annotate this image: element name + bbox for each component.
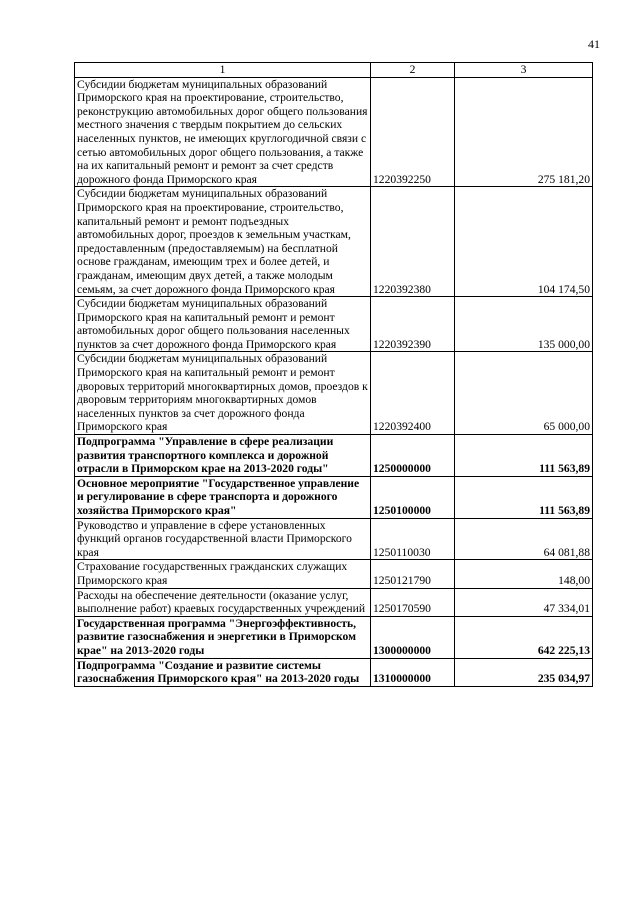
row-name-cell: Подпрограмма "Управление в сфере реализации развития транспортного комплекса и дорожной отрасли в Приморском крае на 2013-2020 годы"	[75, 435, 371, 477]
column-header: 1	[75, 63, 371, 78]
row-amount-cell: 64 081,88	[455, 518, 593, 560]
header-row	[75, 63, 593, 78]
row-amount-cell: 65 000,00	[455, 352, 593, 435]
row-name-cell: Субсидии бюджетам муниципальных образований Приморского края на проектирование, строительство, реконструкцию автомобильных дорог общего пользования местного значения с твердым покрытием до сельских населенных пунктов, не имеющих круглогодичной связи с сетью автомобильных дорог общего пользования, а также на их капитальный ремонт и ремонт за счет средств дорожного фонда Приморского края	[75, 77, 371, 187]
row-code-cell: 1220392380	[371, 187, 455, 297]
column-header: 3	[455, 63, 593, 78]
row-code-cell: 1250100000	[371, 476, 455, 518]
table-row	[75, 560, 593, 588]
row-code-cell: 1250000000	[371, 435, 455, 477]
row-name-cell: Государственная программа "Энергоэффективность, развитие газоснабжения и энергетики в Приморском крае" на 2013-2020 годы	[75, 616, 371, 658]
table-row	[75, 476, 593, 518]
table-body	[75, 63, 593, 687]
budget-table	[74, 62, 593, 687]
column-header: 2	[371, 63, 455, 78]
table-row	[75, 616, 593, 658]
row-amount-cell: 47 334,01	[455, 588, 593, 616]
table-row	[75, 187, 593, 297]
table-row	[75, 297, 593, 352]
row-code-cell: 1250121790	[371, 560, 455, 588]
page-number: 41	[588, 37, 600, 51]
row-amount-cell: 148,00	[455, 560, 593, 588]
table-row	[75, 352, 593, 435]
row-code-cell: 1220392250	[371, 77, 455, 187]
row-code-cell: 1250110030	[371, 518, 455, 560]
row-name-cell: Расходы на обеспечение деятельности (оказание услуг, выполнение работ) краевых государственных учреждений	[75, 588, 371, 616]
row-name-cell: Основное мероприятие "Государственное управление и регулирование в сфере транспорта и дорожного хозяйства Приморского края"	[75, 476, 371, 518]
row-code-cell: 1310000000	[371, 658, 455, 686]
row-amount-cell: 135 000,00	[455, 297, 593, 352]
row-amount-cell: 111 563,89	[455, 435, 593, 477]
row-name-cell: Руководство и управление в сфере установленных функций органов государственной власти Приморского края	[75, 518, 371, 560]
row-name-cell: Субсидии бюджетам муниципальных образований Приморского края на проектирование, строительство, капитальный ремонт и ремонт подъездных автомобильных дорог, проездов к земельным участкам, предоставленным (предоставляемым) на бесплатной основе гражданам, имеющим трех и более детей, и гражданам, имеющим двух детей, а также молодым семьям, за счет дорожного фонда Приморского края	[75, 187, 371, 297]
row-name-cell: Субсидии бюджетам муниципальных образований Приморского края на капитальный ремонт и ремонт автомобильных дорог общего пользования населенных пунктов за счет дорожного фонда Приморского края	[75, 297, 371, 352]
row-code-cell: 1250170590	[371, 588, 455, 616]
row-name-cell: Подпрограмма "Создание и развитие системы газоснабжения Приморского края" на 2013-2020 годы	[75, 658, 371, 686]
row-amount-cell: 275 181,20	[455, 77, 593, 187]
table-row	[75, 518, 593, 560]
row-amount-cell: 642 225,13	[455, 616, 593, 658]
row-code-cell: 1220392400	[371, 352, 455, 435]
row-name-cell: Страхование государственных гражданских служащих Приморского края	[75, 560, 371, 588]
table-row	[75, 658, 593, 686]
row-name-cell: Субсидии бюджетам муниципальных образований Приморского края на капитальный ремонт и ремонт дворовых территорий многоквартирных домов, проездов к дворовым территориям многоквартирных домов населенных пунктов за счет дорожного фонда Приморского края	[75, 352, 371, 435]
row-amount-cell: 111 563,89	[455, 476, 593, 518]
row-amount-cell: 104 174,50	[455, 187, 593, 297]
row-code-cell: 1220392390	[371, 297, 455, 352]
table-row	[75, 435, 593, 477]
row-code-cell: 1300000000	[371, 616, 455, 658]
row-amount-cell: 235 034,97	[455, 658, 593, 686]
table-row	[75, 588, 593, 616]
table-row	[75, 77, 593, 187]
